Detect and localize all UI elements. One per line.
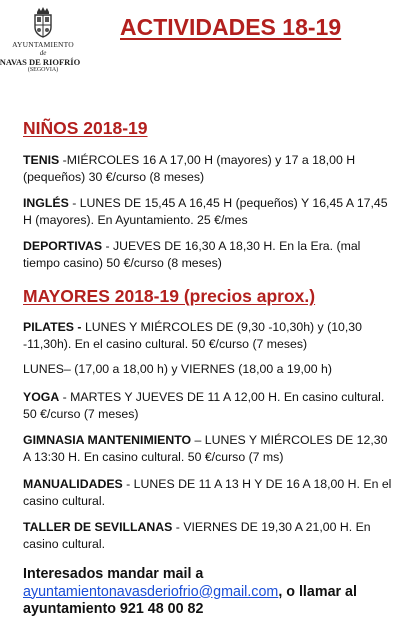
logo-line-1: AYUNTAMIENTO — [12, 40, 74, 49]
activity-details: - LUNES DE 11 A 13 H Y DE 16 A 18,00 H. En el casino cultural. — [23, 477, 392, 508]
coat-of-arms-icon — [32, 6, 54, 38]
email-link[interactable]: ayuntamientonavasderiofrio@gmail.com — [23, 583, 279, 600]
activity-details: - MARTES Y JUEVES DE 11 A 12,00 H. En casino cultural. 50 €/curso (7 meses) — [23, 390, 385, 421]
activity-tenis — [23, 152, 393, 185]
page-title: ACTIVIDADES 18-19 — [120, 14, 342, 40]
contact-intro: Interesados mandar mail a — [23, 566, 204, 582]
activity-details: -MIÉRCOLES 16 A 17,00 H (mayores) y 17 a 18,00 H (pequeños) 30 €/curso (8 meses) — [23, 153, 356, 184]
activity-manualidades — [23, 476, 393, 509]
activity-details: LUNES Y MIÉRCOLES DE (9,30 -10,30h) y (10,30 -11,30h). En el casino cultural. 50 €/curso (7 meses) — [23, 320, 362, 351]
activity-details: - VIERNES DE 19,30 A 21,00 H. En casino cultural. — [23, 520, 371, 551]
activity-name: TALLER DE SEVILLANAS — [23, 520, 173, 534]
activity-name: MANUALIDADES — [23, 477, 123, 491]
activity-name: PILATES - — [23, 320, 82, 334]
town-hall-logo — [0, 6, 86, 73]
activity-details: – LUNES Y MIÉRCOLES DE 12,30 A 13:30 H. En casino cultural. 50 €/curso (7 ms) — [23, 433, 388, 464]
activity-gimnasia — [23, 432, 393, 465]
ninos-heading: NIÑOS 2018-19 — [23, 118, 148, 138]
activity-name: TENIS — [23, 153, 60, 167]
activity-deportivas — [23, 238, 393, 271]
activity-pilates — [23, 319, 393, 352]
activity-details: - JUEVES DE 16,30 A 18,30 H. En la Era. (mal tiempo casino) 50 €/curso (8 meses) — [23, 239, 361, 270]
activity-details: - LUNES DE 15,45 A 16,45 H (pequeños) Y 16,45 A 17,45 H (mayores). En Ayuntamiento. 25 €/mes — [23, 196, 388, 227]
activity-sevillanas — [23, 519, 393, 552]
logo-line-3: NAVAS DE RIOFRÍO — [0, 57, 81, 67]
activity-details: LUNES– (17,00 a 18,00 h) y VIERNES (18,00 a 19,00 h) — [23, 362, 332, 376]
mayores-heading: MAYORES 2018-19 (precios aprox.) — [23, 286, 316, 306]
activity-pilates-extra — [23, 361, 393, 378]
logo-line-2: de — [39, 49, 47, 57]
activity-name: DEPORTIVAS — [23, 239, 103, 253]
activity-name: YOGA — [23, 390, 60, 404]
logo-line-4: (SEGOVIA) — [27, 67, 59, 73]
activity-name: INGLÉS — [23, 196, 69, 210]
activity-ingles — [23, 195, 393, 228]
contact-phone-text: , o llamar al ayuntamiento 921 48 00 82 — [23, 583, 357, 617]
contact-info — [23, 566, 398, 619]
activity-yoga — [23, 389, 393, 422]
activity-name: GIMNASIA MANTENIMIENTO — [23, 433, 192, 447]
